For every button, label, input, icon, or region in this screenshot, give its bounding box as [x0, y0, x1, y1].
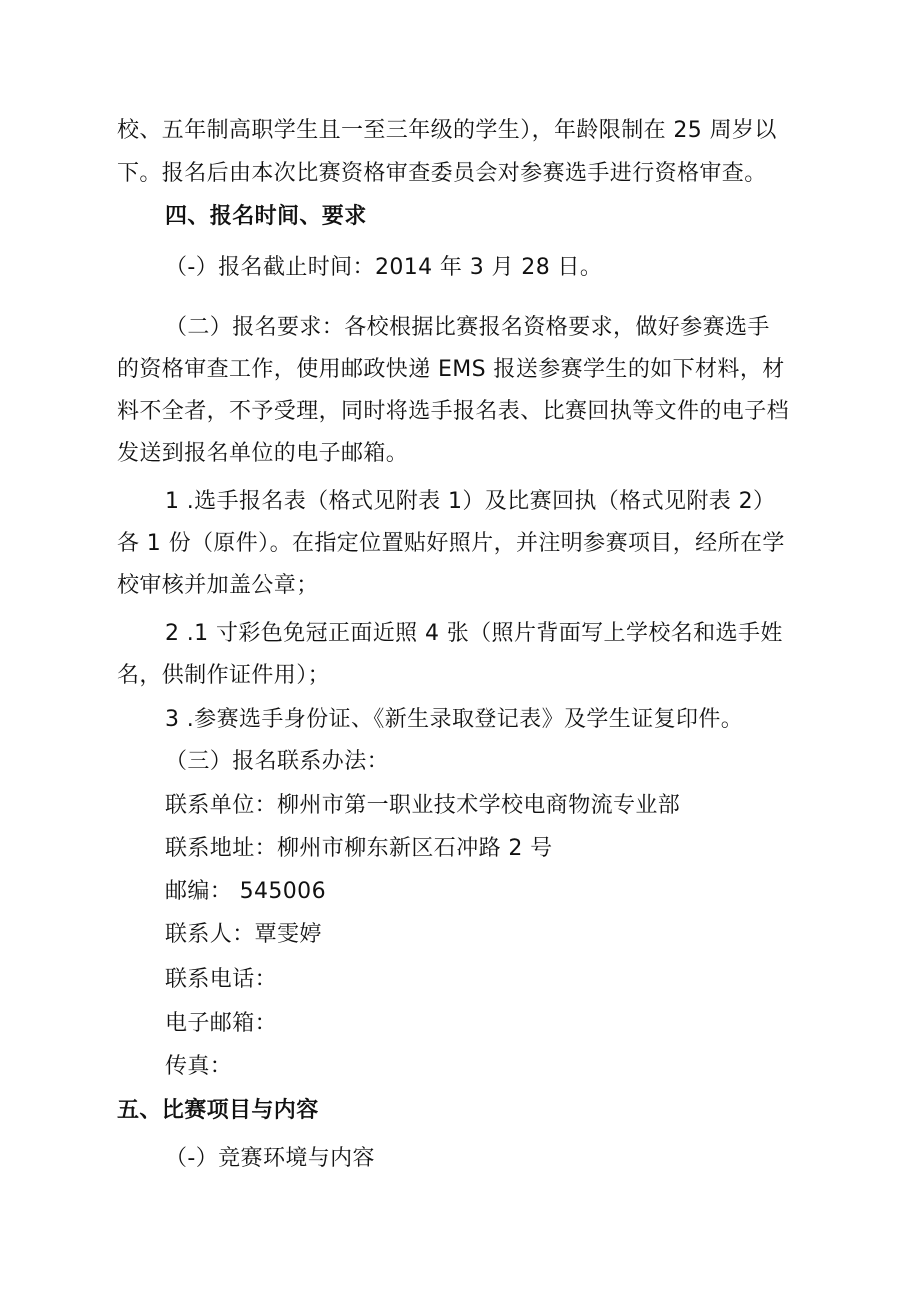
text-line: 校审核并加盖公章； — [117, 573, 319, 598]
text-line: 各 1 份（原件）。在指定位置贴好照片，并注明参赛项目，经所在学 — [117, 531, 785, 556]
text-line: （-）报名截止时间：2014 年 3 月 28 日。 — [165, 255, 603, 280]
section-heading: 五、比赛项目与内容 — [117, 1098, 319, 1123]
text-line: 名，供制作证件用）； — [117, 663, 331, 688]
list-item: 2 .1 寸彩色免冠正面近照 4 张（照片背面写上学校名和选手姓 — [165, 621, 783, 646]
list-item: 1 .选手报名表（格式见附表 1）及比赛回执（格式见附表 2） — [165, 489, 776, 514]
contact-fax: 传真： — [165, 1054, 233, 1079]
list-item: 3 .参赛选手身份证、《新生录取登记表》及学生证复印件。 — [165, 707, 744, 732]
text-line: （三）报名联系办法： — [165, 749, 390, 774]
contact-phone: 联系电话： — [165, 967, 278, 992]
contact-email: 电子邮箱： — [165, 1011, 278, 1036]
text-line: 下。报名后由本次比赛资格审查委员会对参赛选手进行资格审查。 — [117, 161, 767, 186]
text-line: （二）报名要求：各校根据比赛报名资格要求，做好参赛选手 — [165, 315, 770, 340]
text-line: （-）竞赛环境与内容 — [165, 1146, 375, 1171]
contact-person: 联系人：覃雯婷 — [165, 922, 322, 947]
contact-unit: 联系单位：柳州市第一职业技术学校电商物流专业部 — [165, 793, 681, 818]
contact-postcode: 邮编： 545006 — [165, 879, 326, 904]
text-line: 发送到报名单位的电子邮箱。 — [117, 441, 409, 466]
text-line: 的资格审查工作，使用邮政快递 EMS 报送参赛学生的如下材料，材 — [117, 357, 785, 382]
contact-address: 联系地址：柳州市柳东新区石冲路 2 号 — [165, 836, 553, 861]
text-line: 料不全者，不予受理，同时将选手报名表、比赛回执等文件的电子档 — [117, 399, 790, 424]
text-line: 校、五年制高职学生且一至三年级的学生），年龄限制在 25 周岁以 — [117, 118, 777, 143]
section-heading: 四、报名时间、要求 — [165, 204, 367, 229]
